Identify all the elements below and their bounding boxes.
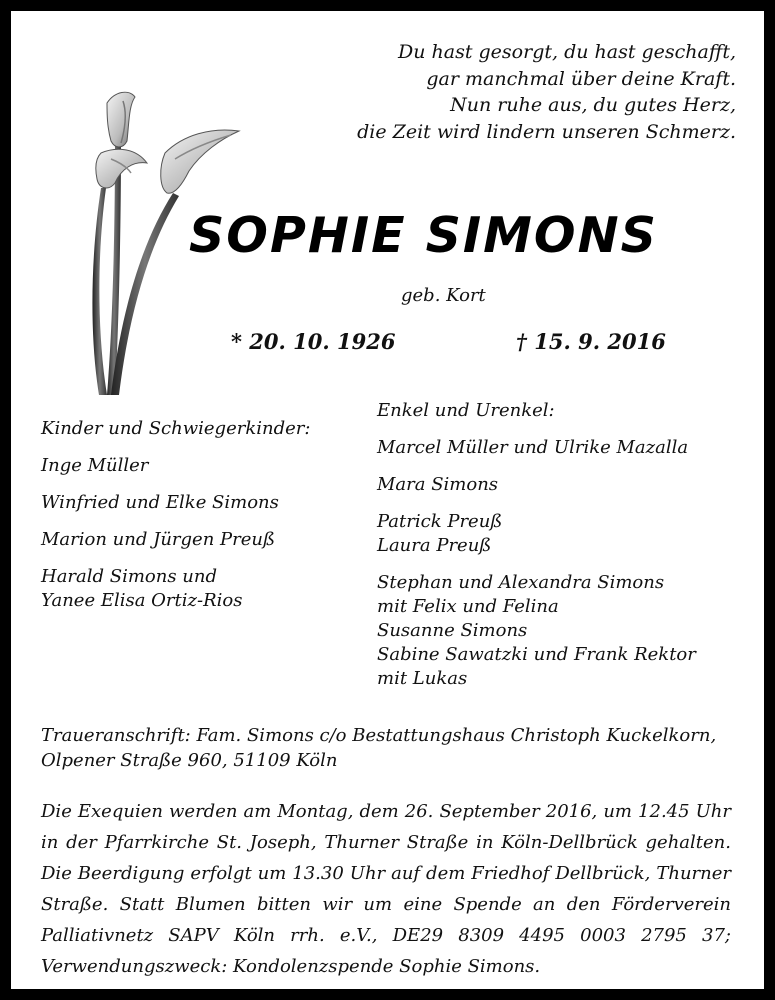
poem-line: die Zeit wird lindern unseren Schmerz. — [357, 120, 736, 143]
funeral-line: in der Pfarrkirche St. Joseph, Thurner Straße in Köln-Dellbrück gehalten. — [41, 832, 731, 853]
poem-line: Du hast gesorgt, du hast geschafft, — [398, 41, 736, 63]
family-right-column — [377, 399, 696, 691]
maiden-name: geb. Kort — [401, 285, 486, 306]
poem-line: gar manchmal über deine Kraft. — [426, 67, 736, 90]
death-date: † 15. 9. 2016 — [516, 329, 666, 354]
obituary-card — [11, 11, 764, 989]
birth-date: * 20. 10. 1926 — [231, 329, 396, 354]
family-entry: Winfried und Elke Simons — [41, 492, 279, 513]
family-entry: Laura Preuß — [377, 535, 492, 556]
deceased-name: SOPHIE SIMONS — [189, 207, 658, 264]
funeral-line: Palliativnetz SAPV Köln rrh. e.V., DE29 8309 4495 0003 2795 37; — [41, 925, 731, 946]
poem-line: Nun ruhe aus, du gutes Herz, — [450, 94, 736, 116]
family-entry: Susanne Simons — [377, 620, 528, 641]
family-entry: Sabine Sawatzki und Frank Rektor — [377, 644, 696, 665]
family-entry: mit Lukas — [377, 668, 468, 689]
mourning-address — [41, 723, 716, 773]
funeral-line: Verwendungszweck: Kondolenzspende Sophie Simons. — [41, 956, 541, 977]
funeral-line: Die Beerdigung erfolgt um 13.30 Uhr auf dem Friedhof Dellbrück, Thurner — [41, 863, 731, 884]
family-entry: Inge Müller — [41, 455, 149, 476]
address-line: Traueranschrift: Fam. Simons c/o Bestattungshaus Christoph Kuckelkorn, — [41, 725, 717, 746]
family-entry: Harald Simons und — [41, 566, 218, 587]
family-entry: Marcel Müller und Ulrike Mazalla — [377, 437, 689, 458]
family-entry: Stephan und Alexandra Simons — [377, 572, 665, 593]
family-entry: Mara Simons — [377, 474, 499, 495]
family-heading: Kinder und Schwiegerkinder: — [41, 418, 311, 439]
poem — [357, 39, 736, 145]
address-line: Olpener Straße 960, 51109 Köln — [41, 750, 338, 771]
family-entry: Patrick Preuß — [377, 511, 503, 532]
funeral-line: Straße. Statt Blumen bitten wir um eine Spende an den Förderverein — [41, 894, 731, 915]
family-entry: Yanee Elisa Ortiz-Rios — [41, 590, 243, 611]
family-heading: Enkel und Urenkel: — [377, 400, 555, 421]
funeral-line: Die Exequien werden am Montag, dem 26. September 2016, um 12.45 Uhr — [41, 801, 731, 822]
family-entry: mit Felix und Felina — [377, 596, 559, 617]
family-left-column — [41, 417, 310, 613]
family-entry: Marion und Jürgen Preuß — [41, 529, 275, 550]
funeral-details — [41, 796, 731, 982]
